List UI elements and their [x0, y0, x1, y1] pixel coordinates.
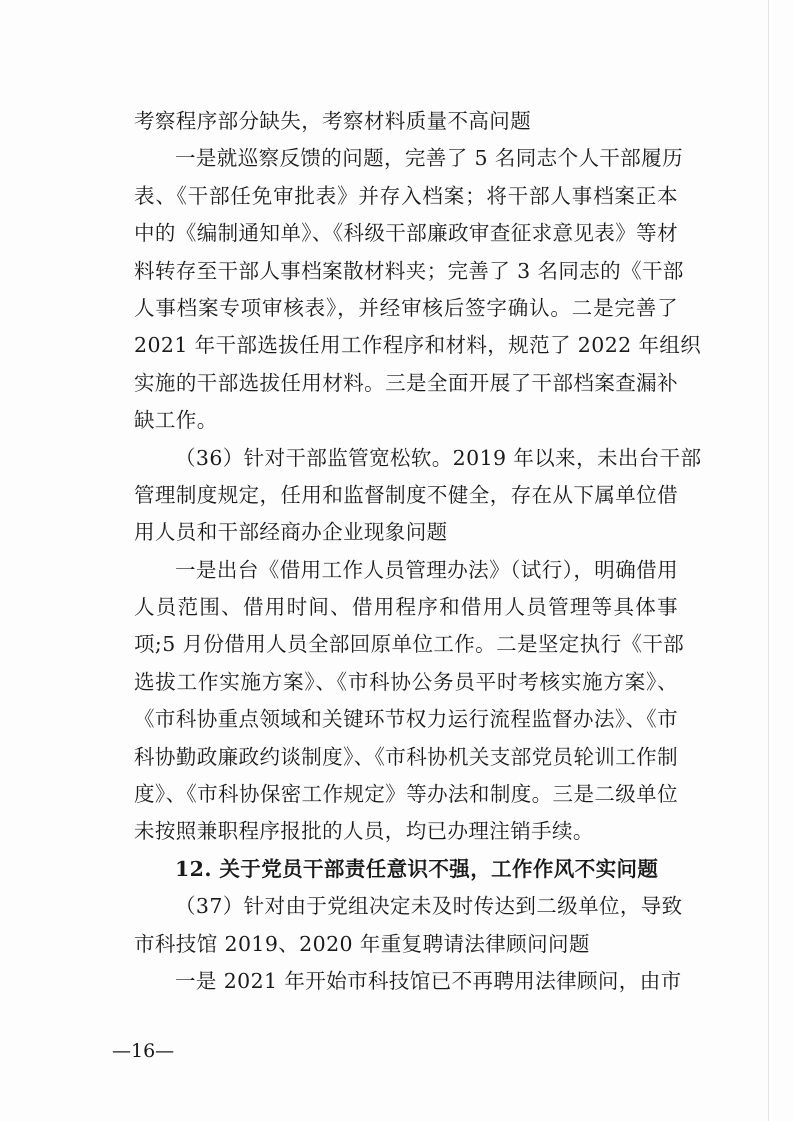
text-line: 市科技馆 2019、2020 年重复聘请法律顾问问题 — [134, 931, 590, 956]
text-line: 项;5 月份借用人员全部回原单位工作。二是坚定执行《干部 — [134, 632, 685, 657]
text-line: 《市科协重点领域和关键环节权力运行流程监督办法》、《市 — [134, 707, 678, 732]
text-line: 度》、《市科协保密工作规定》等办法和制度。三是二级单位 — [134, 782, 678, 807]
text-line: 一是就巡察反馈的问题，完善了 5 名同志个人干部履历 — [175, 146, 683, 171]
page-number: —16— — [112, 1040, 175, 1062]
text-line: （37）针对由于党组决定未及时传达到二级单位，导致 — [175, 894, 683, 919]
text-line: 一是 2021 年开始市科技馆已不再聘用法律顾问，由市 — [175, 968, 682, 993]
text-line: 人员范围、借用时间、借用程序和借用人员管理等具体事 — [134, 595, 678, 620]
page-edge-divider — [768, 0, 769, 1121]
text-line: 表、《干部任免审批表》并存入档案；将干部人事档案正本 — [134, 183, 678, 208]
text-line: 2021 年干部选拔任用工作程序和材料，规范了 2022 年组织 — [134, 333, 702, 358]
text-line: 料转存至干部人事档案散材料夹；完善了 3 名同志的《干部 — [134, 258, 684, 283]
text-line: 缺工作。 — [134, 408, 218, 433]
text-line: 一是出台《借用工作人员管理办法》（试行），明确借用 — [175, 557, 678, 582]
text-line: 考察程序部分缺失，考察材料质量不高问题 — [134, 109, 532, 133]
text-line: 科协勤政廉政约谈制度》、《市科协机关支部党员轮训工作制 — [134, 744, 678, 769]
text-line: 选拔工作实施方案》、《市科协公务员平时考核实施方案》、 — [134, 669, 678, 694]
section-heading: 12. 关于党员干部责任意识不强，工作作风不实问题 — [175, 856, 659, 881]
text-line: 人事档案专项审核表》，并经审核后签字确认。二是完善了 — [134, 295, 678, 320]
text-line: 用人员和干部经商办企业现象问题 — [134, 520, 448, 545]
text-line: 管理制度规定，任用和监督制度不健全，存在从下属单位借 — [134, 482, 678, 507]
text-line: 中的《编制通知单》、《科级干部廉政审查征求意见表》等材 — [134, 221, 678, 246]
body-text — [134, 103, 702, 1000]
text-line: 实施的干部选拔任用材料。三是全面开展了干部档案查漏补 — [134, 370, 678, 395]
text-line: （36）针对干部监管宽松软。2019 年以来，未出台干部 — [175, 445, 702, 470]
text-line: 未按照兼职程序报批的人员，均已办理注销手续。 — [134, 819, 594, 844]
